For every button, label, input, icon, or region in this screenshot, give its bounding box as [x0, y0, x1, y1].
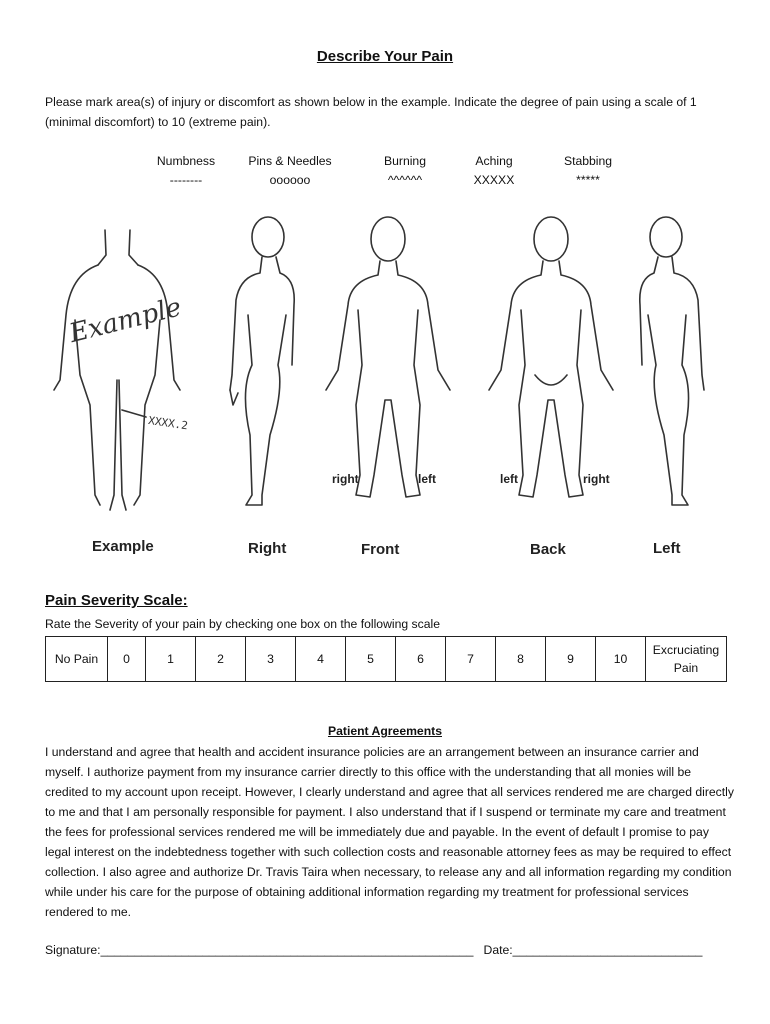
legend-name: Aching: [475, 154, 513, 168]
legend-name: Numbness: [156, 154, 216, 168]
left-side-figure: [640, 217, 704, 505]
right-label: Right: [248, 540, 287, 557]
signature-label: Signature:: [45, 943, 101, 957]
scale-box-10[interactable]: 10: [596, 637, 646, 682]
scale-no-pain: No Pain: [46, 637, 108, 682]
pain-scale-table: [45, 636, 727, 682]
front-figure: [326, 217, 450, 497]
right-side-figure: [230, 217, 294, 505]
scale-box-3[interactable]: 3: [246, 637, 296, 682]
example-mark: XXXX.2: [147, 414, 189, 433]
legend-symbol: XXXXX: [473, 173, 515, 187]
legend-numbness: [146, 152, 226, 190]
scale-box-4[interactable]: 4: [296, 637, 346, 682]
date-line[interactable]: ____________________________: [512, 943, 703, 957]
instructions: Please mark area(s) of injury or discomfort as shown below in the example. Indicate the degree of pain using a scale of 1 (minimal discomfort) to 10 (extreme pain).: [45, 95, 697, 129]
body-figures-svg: [40, 205, 730, 575]
severity-title: Pain Severity Scale:: [45, 592, 188, 609]
example-script: Example: [66, 292, 185, 350]
legend-symbol: oooooo: [269, 173, 311, 187]
legend-symbol: --------: [169, 173, 203, 187]
severity-subtitle: Rate the Severity of your pain by checking one box on the following scale: [45, 617, 440, 631]
scale-box-8[interactable]: 8: [496, 637, 546, 682]
legend-name: Burning: [383, 154, 426, 168]
front-left-label: left: [418, 472, 436, 486]
legend-name: Stabbing: [563, 154, 613, 168]
front-right-label: right: [332, 472, 359, 486]
scale-box-0[interactable]: 0: [108, 637, 146, 682]
scale-box-7[interactable]: 7: [446, 637, 496, 682]
scale-box-9[interactable]: 9: [546, 637, 596, 682]
scale-box-1[interactable]: 1: [146, 637, 196, 682]
scale-box-5[interactable]: 5: [346, 637, 396, 682]
example-figure: [54, 230, 189, 510]
legend-name: Pins & Needles: [248, 154, 332, 168]
left-label: Left: [653, 540, 681, 557]
date-label: Date:: [483, 943, 513, 957]
signature-row: [45, 943, 702, 957]
scale-excruciating: Excruciating Pain: [646, 637, 727, 682]
agreements-title: Patient Agreements: [327, 724, 442, 738]
front-label: Front: [361, 541, 400, 558]
back-figure: [489, 217, 613, 497]
body-diagrams: [40, 205, 730, 575]
pain-legend: [0, 152, 770, 192]
signature-line[interactable]: _______________________________________________________: [100, 943, 474, 957]
back-left-label: left: [500, 472, 518, 486]
pain-scale-row: [46, 637, 727, 682]
legend-burning: [370, 152, 440, 190]
legend-aching: [461, 152, 527, 190]
back-label: Back: [530, 541, 566, 558]
page-title: Describe Your Pain: [316, 48, 454, 65]
legend-symbol: *****: [576, 173, 600, 187]
scale-box-2[interactable]: 2: [196, 637, 246, 682]
legend-pins-needles: [238, 152, 342, 190]
legend-symbol: ^^^^^^: [387, 173, 423, 187]
example-label: Example: [92, 538, 154, 555]
scale-box-6[interactable]: 6: [396, 637, 446, 682]
legend-stabbing: [553, 152, 623, 190]
agreements-text: I understand and agree that health and accident insurance policies are an arrangement between an insurance carrier and myself. I authorize payment from my insurance carrier directly to this office with the understanding that all monies will be credited to my account upon receipt. However, I clearly understand and agree that all services rendered me are charged directly to me and that I am personally responsible for payment. I also understand that if I suspend or terminate my care and treatment the fees for professional services rendered me will be immediately due and payable. In the event of default I promise to pay legal interest on the indebtedness together with such collection costs and reasonable attorney fees as may be required to effect collection. I also agree and authorize Dr. Travis Taira when necessary, to release any and all information regarding my condition while under his care for the purpose of obtaining additional information regarding my treatment for professional services rendered to me.: [45, 745, 734, 919]
back-right-label: right: [583, 472, 610, 486]
